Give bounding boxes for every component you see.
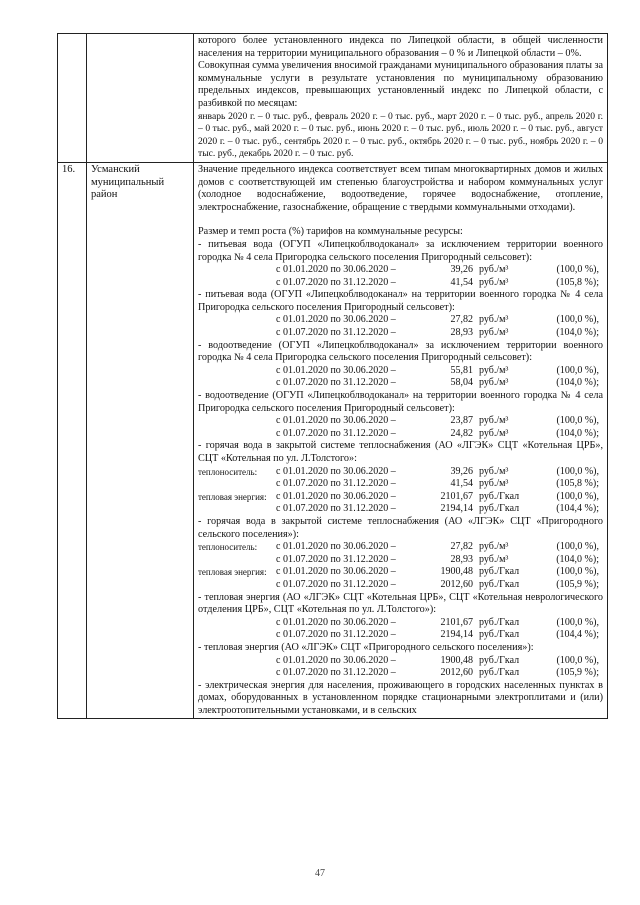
- rate-percent: (104,4 %);: [556, 629, 599, 641]
- rate-period: с 01.01.2020 по 30.06.2020 –: [276, 566, 396, 578]
- rate-value: 27,82: [450, 541, 473, 553]
- rate-period: с 01.01.2020 по 30.06.2020 –: [276, 654, 396, 666]
- rate-period: с 01.07.2020 по 31.12.2020 –: [276, 478, 396, 490]
- rate-label: теплоноситель:: [198, 542, 258, 553]
- rate-period: с 01.07.2020 по 31.12.2020 –: [276, 327, 396, 339]
- rate-period: с 01.01.2020 по 30.06.2020 –: [276, 465, 396, 477]
- rate-percent: (100,0 %),: [556, 264, 599, 276]
- municipality-cell: Усманский муниципальный район: [87, 162, 194, 719]
- rate-value: 28,93: [450, 327, 473, 339]
- rate-percent: (104,0 %);: [556, 327, 599, 339]
- rate-label: тепловая энергия:: [198, 567, 267, 578]
- rate-unit: руб./Гкал: [479, 578, 520, 590]
- tariff-block-title: - тепловая энергия (АО «ЛГЭК» СЦТ «Котельная ЦРБ», СЦТ «Котельная неврологического отделения ЦРБ», СЦТ «Котельная по ул. Л.Толстого»):: [198, 591, 603, 616]
- rate-unit: руб./м³: [479, 415, 509, 427]
- tariff-rate-row: [198, 277, 603, 290]
- tariff-rate-row: [198, 491, 603, 504]
- rate-value: 2101,67: [440, 490, 473, 502]
- rate-unit: руб./Гкал: [479, 490, 520, 502]
- page-number: 47: [315, 868, 325, 879]
- rate-label: теплоноситель:: [198, 466, 258, 477]
- rate-period: с 01.07.2020 по 31.12.2020 –: [276, 503, 396, 515]
- rate-unit: руб./м³: [479, 377, 509, 389]
- rate-period: с 01.07.2020 по 31.12.2020 –: [276, 578, 396, 590]
- rate-value: 24,82: [450, 427, 473, 439]
- tariff-rate-row: [198, 327, 603, 340]
- rate-period: с 01.01.2020 по 30.06.2020 –: [276, 314, 396, 326]
- table-row: [58, 162, 608, 719]
- tariff-block-title: - горячая вода в закрытой системе теплоснабжения (АО «ЛГЭК» СЦТ «Котельная ЦРБ», СЦТ «Котельная по ул. Л.Толстого»:: [198, 440, 603, 464]
- rate-unit: руб./м³: [479, 364, 509, 376]
- rate-percent: (105,8 %);: [556, 478, 599, 490]
- rate-percent: (105,8 %);: [556, 276, 599, 288]
- rate-unit: руб./Гкал: [479, 503, 520, 515]
- monthly-breakdown: январь 2020 г. – 0 тыс. руб., февраль 2020 г. – 0 тыс. руб., март 2020 г. – 0 тыс. руб., апрель 2020 г. – 0 тыс. руб., май 2020 г. – 0 тыс. руб., июнь 2020 г. – 0 тыс. руб., июль 2020 г. – 0 тыс. руб., август 2020 г. – 0 тыс. руб., сентябрь 2020 г. – 0 тыс. руб., октябрь 2020 г. – 0 тыс. руб., ноябрь 2020 г. – 0 тыс. руб., декабрь 2020 г. – 0 тыс. руб.: [198, 110, 603, 160]
- rate-unit: руб./м³: [479, 541, 509, 553]
- rate-unit: руб./Гкал: [479, 629, 520, 641]
- rate-unit: руб./Гкал: [479, 667, 520, 679]
- tariff-rate-row: [198, 541, 603, 554]
- rate-period: с 01.01.2020 по 30.06.2020 –: [276, 264, 396, 276]
- tariff-rate-row: [198, 428, 603, 441]
- rate-unit: руб./м³: [479, 553, 509, 565]
- rate-percent: (100,0 %),: [556, 616, 599, 628]
- tariff-rate-row: [198, 377, 603, 390]
- rate-period: с 01.07.2020 по 31.12.2020 –: [276, 427, 396, 439]
- rate-value: 58,04: [450, 377, 473, 389]
- rate-unit: руб./Гкал: [479, 616, 520, 628]
- rate-unit: руб./м³: [479, 314, 509, 326]
- index-table: [57, 33, 608, 719]
- rate-value: 28,93: [450, 553, 473, 565]
- rate-value: 2101,67: [440, 616, 473, 628]
- tariff-block-title: - водоотведение (ОГУП «Липецкоблводоканал» за исключением территории военного городка № 4 села Пригородка сельского поселения Пригородный сельсовет):: [198, 339, 603, 364]
- rate-percent: (104,0 %);: [556, 553, 599, 565]
- row-number-cell: [58, 34, 87, 163]
- rate-value: 1900,48: [440, 566, 473, 578]
- municipality-cell: [87, 34, 194, 163]
- rate-value: 41,54: [450, 478, 473, 490]
- tariff-rate-row: [198, 579, 603, 592]
- rate-value: 2012,60: [440, 667, 473, 679]
- tail-paragraph: - электрическая энергия для населения, проживающего в городских населенных пунктах в домах, оборудованных в установленном порядке стационарными электроплитами и (или) электроотопительными установками, и в сельских: [198, 679, 603, 716]
- rate-value: 27,82: [450, 314, 473, 326]
- rate-unit: руб./м³: [479, 276, 509, 288]
- rate-value: 23,87: [450, 415, 473, 427]
- tariff-rate-row: [198, 478, 603, 491]
- rate-value: 2012,60: [440, 578, 473, 590]
- tariff-rate-row: [198, 264, 603, 277]
- tariff-rate-row: [198, 655, 603, 668]
- rate-unit: руб./м³: [479, 478, 509, 490]
- rate-period: с 01.07.2020 по 31.12.2020 –: [276, 276, 396, 288]
- rate-percent: (100,0 %),: [556, 490, 599, 502]
- rate-period: с 01.01.2020 по 30.06.2020 –: [276, 415, 396, 427]
- rate-percent: (100,0 %),: [556, 364, 599, 376]
- row-number-cell: 16.: [58, 162, 87, 719]
- rate-value: 39,26: [450, 465, 473, 477]
- rate-percent: (100,0 %),: [556, 541, 599, 553]
- rate-percent: (105,9 %);: [556, 578, 599, 590]
- rate-percent: (104,0 %);: [556, 377, 599, 389]
- tariff-rate-row: [198, 617, 603, 630]
- rate-percent: (105,9 %);: [556, 667, 599, 679]
- rate-period: с 01.07.2020 по 31.12.2020 –: [276, 377, 396, 389]
- tariff-rate-row: [198, 466, 603, 479]
- rate-label: тепловая энергия:: [198, 491, 267, 502]
- rate-value: 1900,48: [440, 654, 473, 666]
- tariff-rate-row: [198, 365, 603, 378]
- rate-unit: руб./Гкал: [479, 566, 520, 578]
- rate-percent: (104,0 %);: [556, 427, 599, 439]
- rate-unit: руб./м³: [479, 327, 509, 339]
- rate-value: 55,81: [450, 364, 473, 376]
- tariff-blocks: [198, 239, 603, 680]
- tariff-rate-row: [198, 667, 603, 680]
- tariff-rate-row: [198, 566, 603, 579]
- tariff-block-title: - питьевая вода (ОГУП «Липецкоблводоканал» за исключением территории военного городка № 4 села Пригородка сельского поселения Пригородный сельсовет):: [198, 238, 603, 263]
- content-cell: [194, 34, 608, 163]
- paragraph: которого более установленного индекса по Липецкой области, в общей численности населения на территории муниципального образования – 0 % и Липецкой области – 0%.: [198, 35, 603, 59]
- rate-value: 2194,14: [440, 503, 473, 515]
- tariff-rate-row: [198, 314, 603, 327]
- paragraph: Совокупная сумма увеличения вносимой гражданами муниципального образования платы за коммунальные услуги в результате установления по муниципальному образованию предельных индексов, превышающих установленный индекс по Липецкой области, с разбивкой по месяцам:: [198, 60, 604, 109]
- tariff-rate-row: [198, 554, 603, 567]
- tariff-block-title: - водоотведение (ОГУП «Липецкоблводоканал» на территории военного городка № 4 села Пригородка сельского поселения Пригородный сельсовет):: [198, 390, 603, 414]
- rate-unit: руб./м³: [479, 264, 509, 276]
- rate-unit: руб./Гкал: [479, 654, 520, 666]
- rate-period: с 01.07.2020 по 31.12.2020 –: [276, 667, 396, 679]
- rate-percent: (100,0 %),: [556, 415, 599, 427]
- rate-value: 41,54: [450, 276, 473, 288]
- tariff-rate-row: [198, 503, 603, 516]
- rate-percent: (100,0 %),: [556, 654, 599, 666]
- rate-unit: руб./м³: [479, 427, 509, 439]
- rate-percent: (100,0 %),: [556, 465, 599, 477]
- tariff-block-title: - тепловая энергия (АО «ЛГЭК» СЦТ «Пригородного сельского поселения»):: [198, 641, 534, 653]
- rate-period: с 01.01.2020 по 30.06.2020 –: [276, 490, 396, 502]
- tariff-block-title: - горячая вода в закрытой системе теплоснабжения (АО «ЛГЭК» СЦТ «Пригородного сельского поселения»):: [198, 515, 603, 540]
- rate-percent: (100,0 %),: [556, 566, 599, 578]
- intro-paragraph: Значение предельного индекса соответствует всем типам многоквартирных домов и жилых домов с соответствующей им степенью благоустройства и набором коммунальных услуг (холодное водоснабжение, водоотведение, горячее водоснабжение, отопление, электроснабжение, газоснабжение, обращение с твердыми коммунальными отходами).: [198, 163, 603, 213]
- rate-period: с 01.01.2020 по 30.06.2020 –: [276, 541, 396, 553]
- table-row: [58, 34, 608, 163]
- content-cell: [194, 162, 608, 719]
- rate-period: с 01.01.2020 по 30.06.2020 –: [276, 364, 396, 376]
- rate-percent: (104,4 %);: [556, 503, 599, 515]
- rate-period: с 01.01.2020 по 30.06.2020 –: [276, 616, 396, 628]
- tariff-block-title: - питьевая вода (ОГУП «Липецкоблводоканал» на территории военного городка № 4 села Пригородка сельского поселения Пригородный сельсовет):: [198, 289, 603, 313]
- rate-period: с 01.07.2020 по 31.12.2020 –: [276, 629, 396, 641]
- rate-unit: руб./м³: [479, 465, 509, 477]
- tariff-rate-row: [198, 629, 603, 642]
- tariff-rate-row: [198, 415, 603, 428]
- tariffs-heading: Размер и темп роста (%) тарифов на коммунальные ресурсы:: [198, 226, 463, 238]
- rate-value: 39,26: [450, 264, 473, 276]
- rate-period: с 01.07.2020 по 31.12.2020 –: [276, 553, 396, 565]
- rate-percent: (100,0 %),: [556, 314, 599, 326]
- rate-value: 2194,14: [440, 629, 473, 641]
